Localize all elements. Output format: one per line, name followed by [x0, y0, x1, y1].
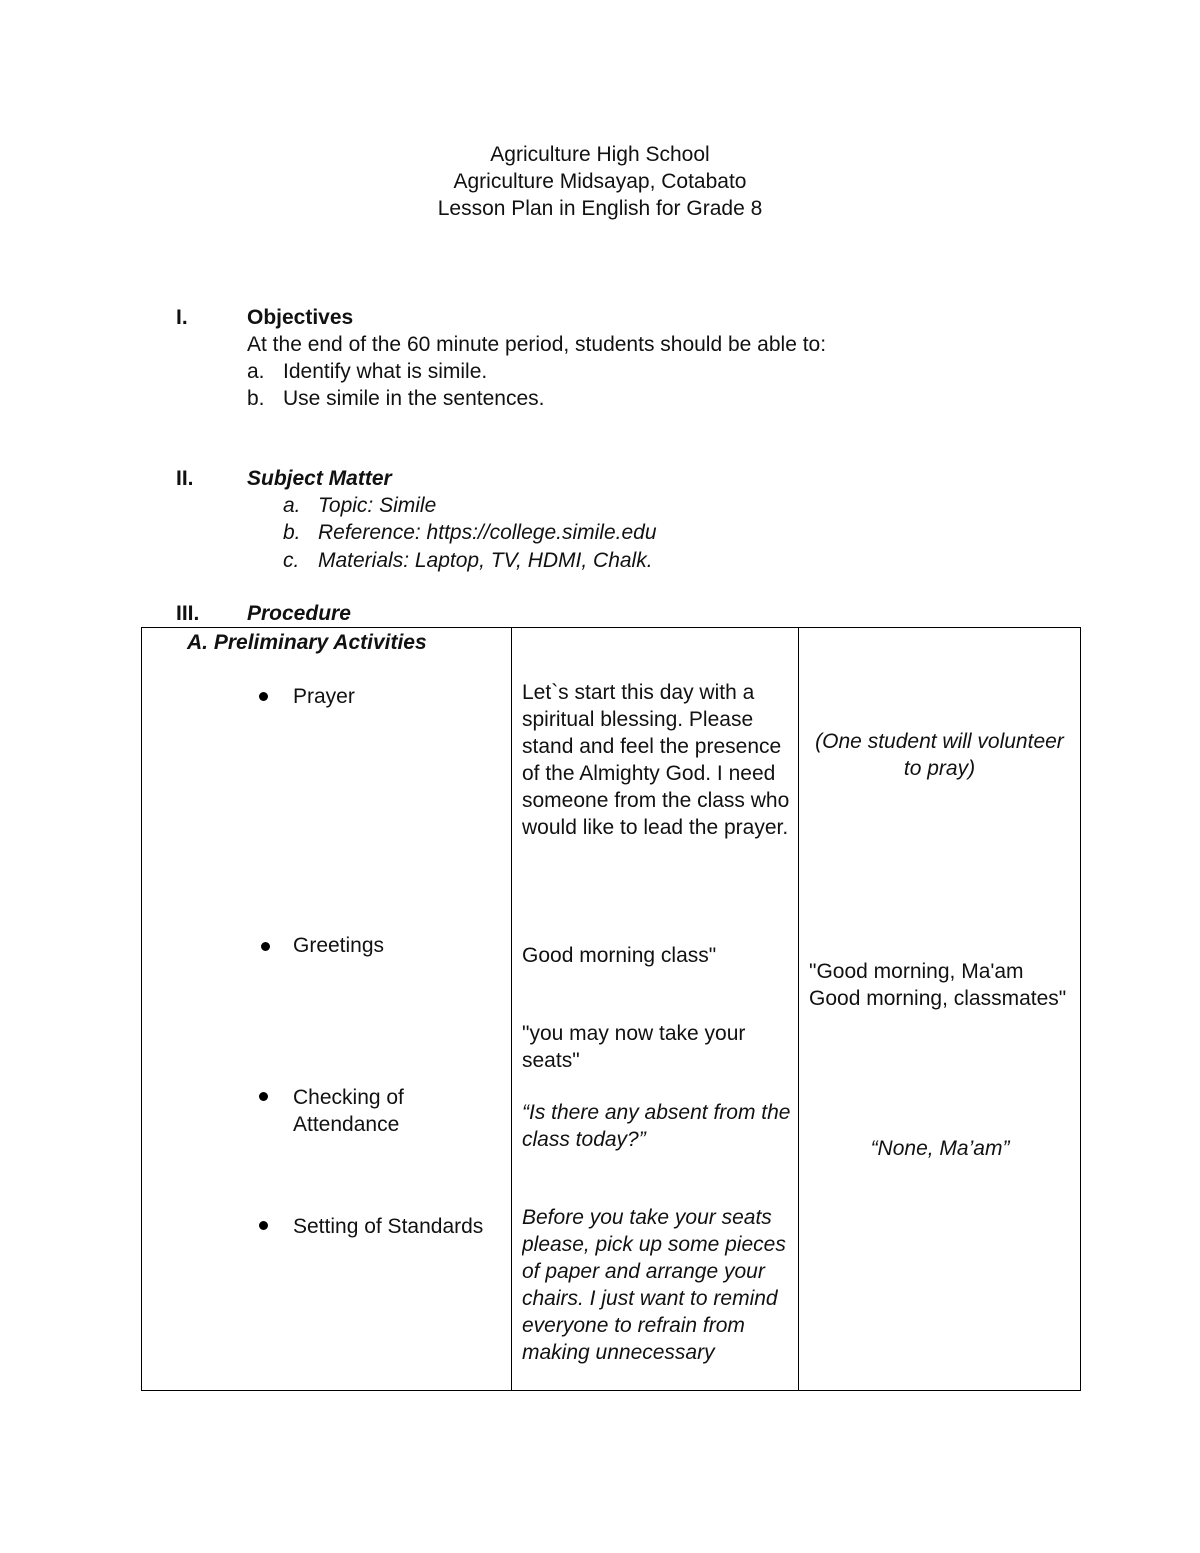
objectives-intro: At the end of the 60 minute period, students should be able to: — [247, 333, 827, 356]
objectives-number: I. — [176, 306, 188, 329]
procedure-number: III. — [176, 602, 200, 625]
objective-a-text: Identify what is simile. — [283, 360, 488, 383]
objectives-heading: Objectives — [247, 306, 354, 329]
student-attendance-response: “None, Ma’am” — [870, 1137, 1010, 1160]
lesson-plan-title: Lesson Plan in English for Grade 8 — [437, 197, 763, 220]
school-location: Agriculture Midsayap, Cotabato — [453, 170, 747, 193]
teacher-standards-text: Before you take your seats please, pick up some pieces of paper and arrange your chairs. I just want to remind everyone to refrain from making unnecessary — [522, 1206, 786, 1364]
school-name: Agriculture High School — [490, 143, 710, 166]
subject-item-c-marker: c. — [283, 549, 300, 572]
preliminary-activities-heading: A. Preliminary Activities — [187, 631, 427, 654]
student-prayer-response: (One student will volunteer to pray) — [815, 730, 1064, 780]
teacher-greeting-text: Good morning class" — [522, 944, 717, 967]
activity-attendance: Checking of Attendance — [293, 1086, 404, 1136]
objective-b-marker: b. — [247, 387, 265, 410]
bullet-icon — [259, 692, 268, 701]
activity-prayer: Prayer — [293, 685, 355, 708]
activity-standards: Setting of Standards — [293, 1215, 484, 1238]
teacher-seats-text: "you may now take your seats" — [522, 1022, 746, 1072]
student-greeting-response: "Good morning, Ma'am Good morning, classmates" — [809, 960, 1067, 1010]
subject-matter-number: II. — [176, 467, 194, 490]
subject-item-reference: Reference: https://college.simile.edu — [318, 521, 657, 544]
bullet-icon — [261, 942, 270, 951]
teacher-attendance-text: “Is there any absent from the class today?” — [522, 1101, 791, 1151]
objective-b-text: Use simile in the sentences. — [283, 387, 545, 410]
subject-item-a-marker: a. — [283, 494, 301, 517]
procedure-table — [141, 627, 1081, 1391]
objective-a-marker: a. — [247, 360, 265, 383]
column-divider — [511, 628, 512, 1390]
bullet-icon — [259, 1221, 268, 1230]
teacher-prayer-text: Let`s start this day with a spiritual blessing. Please stand and feel the presence of the Almighty God. I need someone from the class who would like to lead the prayer. — [522, 681, 790, 839]
subject-matter-heading: Subject Matter — [247, 467, 392, 490]
column-divider — [798, 628, 799, 1390]
subject-item-topic: Topic: Simile — [318, 494, 437, 517]
subject-item-materials: Materials: Laptop, TV, HDMI, Chalk. — [318, 549, 653, 572]
subject-item-b-marker: b. — [283, 521, 301, 544]
bullet-icon — [259, 1092, 268, 1101]
activity-greetings: Greetings — [293, 934, 385, 957]
procedure-heading: Procedure — [247, 602, 351, 625]
